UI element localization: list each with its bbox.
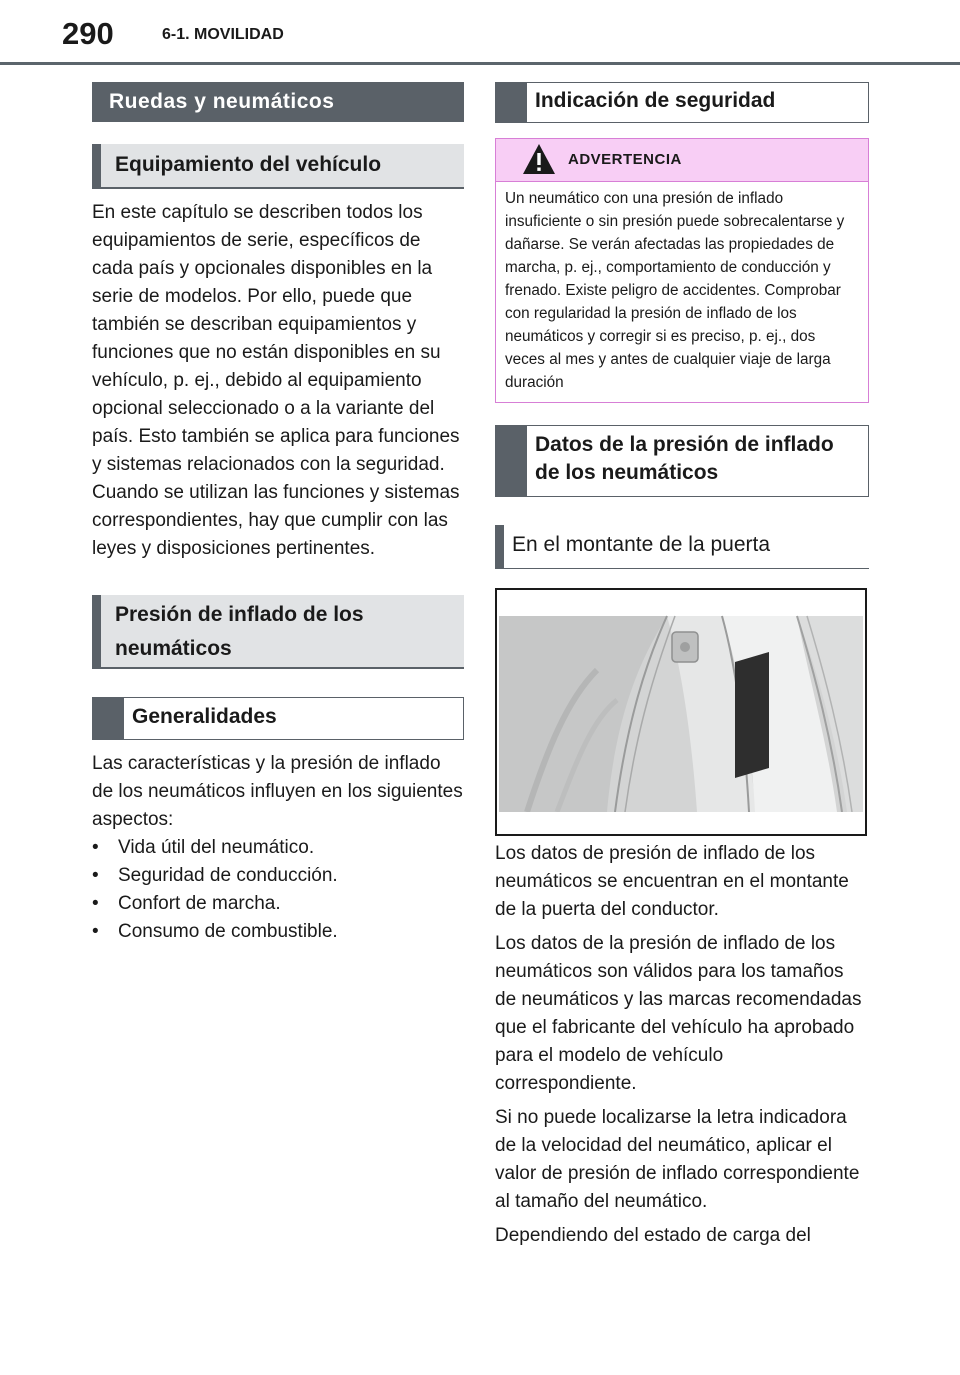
paragraph-carga: Dependiendo del estado de carga del [495,1225,811,1246]
aspects-list [92,834,464,946]
heading-montante: En el montante de la puerta [495,525,869,569]
section-title: 6-1. MOVILIDAD [162,26,284,43]
heading-presion: Presión de inflado de los neumáticos [92,595,464,669]
list-item: • Confort de marcha. [92,890,464,918]
heading-seguridad: Indicación de seguridad [495,82,869,123]
equipamiento-paragraph: En este capítulo se describen todos los equipamientos de serie, específicos de cada país y opcionales disponibles en la serie de modelos. Por ello, puede que también se describan equipamientos y funciones que no están disponibles en su vehículo, p. ej., debido al equipamiento opcional seleccionado o a la variante del país. Esto también se aplica para funciones y sistemas relacionados con la seguridad. Cuando se utilizan las funciones y sistemas correspondientes, hay que cumplir con las leyes y disposiciones pertinentes. [92,202,460,559]
list-item: • Vida útil del neumático. [92,834,464,862]
heading-generalidades: Generalidades [92,697,464,740]
warning-text: Un neumático con una presión de inflado insuficiente o sin presión puede sobrecalentarse y dañarse. Se verán afectadas las propiedades de marcha, p. ej., comportamiento de conducción y frenado. Existe peligro de accidentes. Comprobar con regularidad la presión de inflado de los neumáticos y corregir si es preciso, p. ej., dos veces al mes y antes de cualquier viaje de larga duración [505,190,845,391]
page-number: 290 [62,16,114,51]
left-column [92,82,464,946]
header-rule [0,62,960,65]
chapter-heading: Ruedas y neumáticos [92,82,464,122]
right-column [495,82,869,1250]
warning-label: ADVERTENCIA [568,151,682,168]
heading-datos: Datos de la presión de inflado de los neumáticos [495,425,869,497]
door-pillar-drawing [497,590,865,834]
paragraph-ubicacion: Los datos de presión de inflado de los neumáticos se encuentran en el montante de la puerta del conductor. [495,843,849,920]
warning-triangle-icon [521,142,557,176]
heading-equipamiento: Equipamiento del vehículo [92,144,464,189]
paragraph-validez: Los datos de la presión de inflado de los neumáticos son válidos para los tamaños de neumáticos y las marcas recomendadas que el fabricante del vehículo ha aprobado para el modelo de vehículo correspondiente. [495,933,862,1094]
generalidades-paragraph: Las características y la presión de inflado de los neumáticos influyen en los siguientes aspectos: [92,753,463,830]
list-item: • Seguridad de conducción. [92,862,464,890]
paragraph-velocidad: Si no puede localizarse la letra indicadora de la velocidad del neumático, aplicar el valor de presión de inflado correspondiente al tamaño del neumático. [495,1107,860,1212]
warning-header [496,139,868,182]
list-item: • Consumo de combustible. [92,918,464,946]
door-pillar-illustration [495,588,867,836]
warning-box [495,138,869,403]
